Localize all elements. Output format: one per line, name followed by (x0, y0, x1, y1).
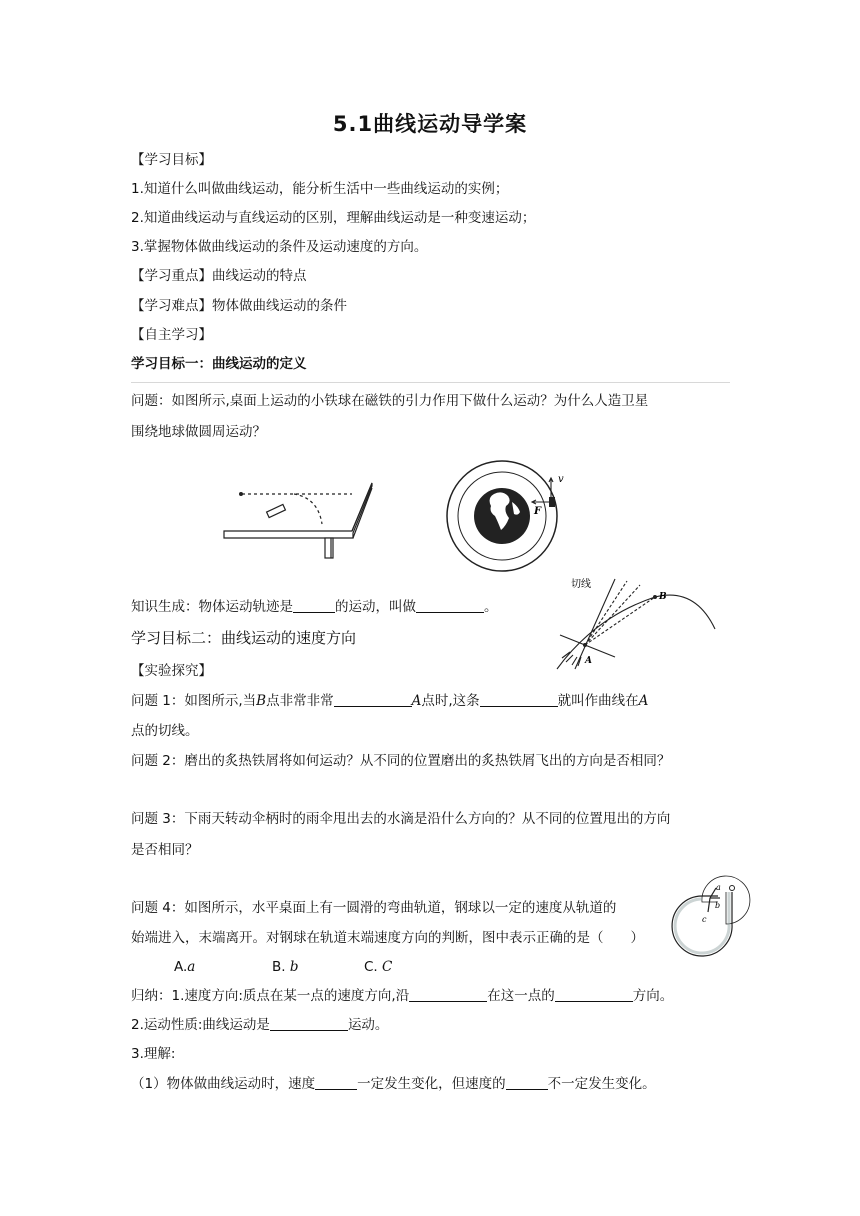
curved-track-figure (668, 882, 740, 964)
summary1-blank-1[interactable] (409, 987, 487, 1002)
summary-2 (131, 1016, 388, 1034)
difficulty-text: 物体做曲线运动的条件 (212, 298, 347, 314)
goal-1: 1.知道什么叫做曲线运动，能分析生活中一些曲线运动的实例； (131, 181, 509, 197)
question-3-line-2: 是否相同？ (131, 842, 199, 858)
summary4-blank-2[interactable] (506, 1075, 548, 1090)
option-a-label: A. (174, 959, 188, 975)
track-label-a: a (716, 883, 721, 892)
tangent-label: 切线 (571, 579, 591, 590)
focus-line (131, 267, 307, 285)
summary-4 (131, 1075, 656, 1093)
question-3-line-1: 问题 3：下雨天转动伞柄时的雨伞甩出去的水滴是沿什么方向的？从不同的位置甩出的方向 (131, 811, 671, 827)
knowledge-blank-1[interactable] (293, 598, 335, 613)
summary4-mid: 一定发生变化，但速度的 (357, 1076, 506, 1092)
summary2-blank[interactable] (270, 1016, 348, 1031)
section-goals-heading: 【学习目标】 (131, 152, 212, 168)
summary-1 (131, 987, 673, 1005)
q1-blank-2[interactable] (480, 692, 558, 707)
goal-2: 2.知道曲线运动与直线运动的区别，理解曲线运动是一种变速运动； (131, 210, 536, 226)
tangent-figure (555, 577, 720, 673)
page-title: 5.1曲线运动导学案 (332, 112, 528, 136)
divider (131, 382, 730, 383)
point-b-label: B (659, 592, 667, 602)
summary4-post: 不一定发生变化。 (547, 1076, 656, 1092)
force-label: F (534, 506, 542, 517)
q1-post: 就叫作曲线在 (557, 693, 639, 709)
question-4-line-2: 始端进入，末端离开。对钢球在轨道末端速度方向的判断，图中表示正确的是（ ） (131, 930, 644, 946)
option-b-label: B. (272, 959, 286, 975)
option-c-value: C (382, 959, 393, 975)
self-study-heading: 【自主学习】 (131, 327, 212, 343)
iron-ball (239, 492, 243, 496)
summary1-pre: 归纳：1.速度方向:质点在某一点的速度方向,沿 (131, 988, 410, 1004)
track-label-c: c (702, 915, 707, 924)
summary-3: 3.理解: (131, 1046, 176, 1062)
question-2: 问题 2：磨出的炙热铁屑将如何运动？从不同的位置磨出的炙热铁屑飞出的方向是否相同？ (131, 753, 671, 769)
option-b-value: b (289, 959, 299, 975)
summary1-mid: 在这一点的 (487, 988, 555, 1004)
focus-label: 【学习重点】 (131, 268, 212, 284)
experiment-heading: 【实验探究】 (131, 663, 212, 679)
knowledge-pre: 知识生成：物体运动轨迹是 (131, 599, 293, 615)
q1-point-a-2: A (638, 693, 649, 709)
difficulty-line (131, 297, 347, 315)
summary4-pre: （1）物体做曲线运动时，速度 (131, 1076, 316, 1092)
goal-3: 3.掌握物体做曲线运动的条件及运动速度的方向。 (131, 239, 428, 255)
target-2-heading: 学习目标二：曲线运动的速度方向 (131, 629, 357, 647)
knowledge-mid: 的运动，叫做 (335, 599, 416, 615)
option-c[interactable] (364, 958, 392, 976)
summary4-blank-1[interactable] (315, 1075, 357, 1090)
option-a-value: a (187, 959, 196, 975)
question-1-line-1 (131, 692, 648, 710)
summary1-blank-2[interactable] (555, 987, 633, 1002)
q1-point-a: A (411, 693, 422, 709)
summary1-post: 方向。 (632, 988, 674, 1004)
q1-mid2: 点时,这条 (421, 693, 480, 709)
q1-pre: 问题 1：如图所示,当 (131, 693, 257, 709)
q1-blank-1[interactable] (334, 692, 412, 707)
option-b[interactable] (272, 958, 299, 976)
knowledge-blank-2[interactable] (416, 598, 484, 613)
point-a-label: A (585, 656, 592, 666)
question-1-line-2: 点的切线。 (131, 723, 199, 739)
focus-text: 曲线运动的特点 (212, 268, 307, 284)
knowledge-line (131, 598, 498, 616)
track-label-b: b (715, 901, 721, 910)
q1-point-b: B (256, 693, 267, 709)
option-c-label: C. (364, 959, 378, 975)
question-intro-line-2: 围绕地球做圆周运动？ (131, 424, 266, 440)
summary2-pre: 2.运动性质:曲线运动是 (131, 1017, 270, 1033)
question-4-line-1: 问题 4：如图所示，水平桌面上有一圆滑的弯曲轨道，钢球以一定的速度从轨道的 (131, 900, 617, 916)
question-intro-line-1: 问题：如图所示,桌面上运动的小铁球在磁铁的引力作用下做什么运动？为什么人造卫星 (131, 393, 649, 409)
difficulty-label: 【学习难点】 (131, 298, 212, 314)
earth-satellite-figure (446, 452, 576, 580)
table-magnet-figure (222, 476, 382, 566)
option-a[interactable] (174, 958, 195, 976)
summary2-post: 运动。 (347, 1017, 389, 1033)
target-1-heading: 学习目标一：曲线运动的定义 (131, 356, 307, 372)
q1-mid1: 点非常非常 (266, 693, 334, 709)
knowledge-post: 。 (484, 599, 498, 615)
velocity-label: v (558, 474, 564, 485)
